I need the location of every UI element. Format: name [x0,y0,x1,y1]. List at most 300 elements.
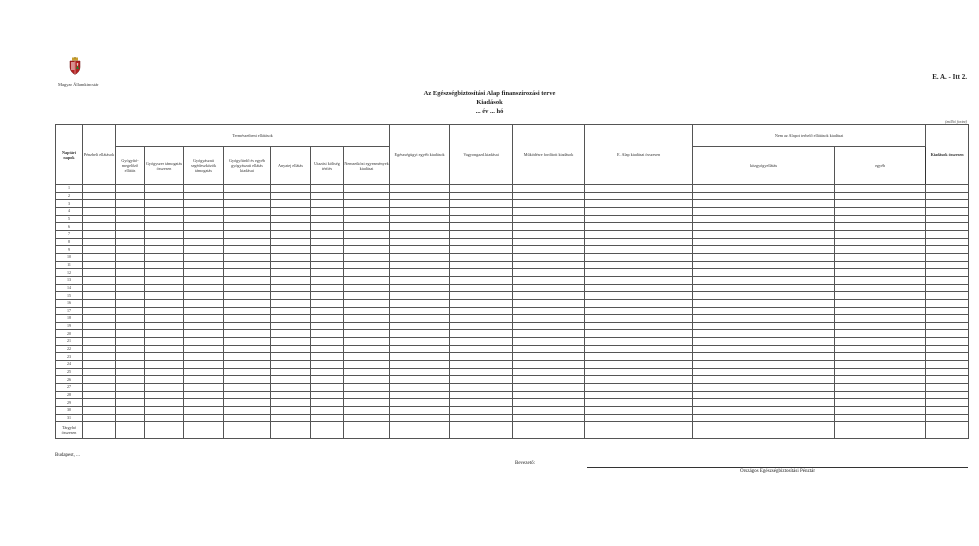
value-cell [390,284,450,292]
value-cell [271,322,311,330]
value-cell [83,284,116,292]
day-cell: 8 [56,238,83,246]
value-cell [145,368,184,376]
value-cell [83,269,116,277]
value-cell [926,253,969,261]
value-cell [83,407,116,415]
value-cell [926,422,969,439]
value-cell [116,376,145,384]
value-cell [224,384,271,392]
value-cell [585,414,693,422]
value-cell [450,353,513,361]
value-cell [184,200,224,208]
value-cell [83,215,116,223]
value-cell [693,376,835,384]
day-cell: 1 [56,185,83,193]
value-cell [926,361,969,369]
value-cell [224,338,271,346]
value-cell [83,261,116,269]
value-cell [145,307,184,315]
value-cell [450,315,513,323]
value-cell [224,192,271,200]
value-cell [344,414,390,422]
value-cell [145,276,184,284]
value-cell [224,299,271,307]
value-cell [271,215,311,223]
value-cell [450,361,513,369]
value-cell [513,384,585,392]
value-cell [344,322,390,330]
value-cell [271,338,311,346]
value-cell [693,345,835,353]
table-row [56,253,969,261]
value-cell [585,192,693,200]
value-cell [184,246,224,254]
value-cell [585,399,693,407]
value-cell [450,261,513,269]
value-cell [693,223,835,231]
value-cell [311,330,344,338]
value-cell [311,207,344,215]
value-cell [344,207,390,215]
value-cell [311,391,344,399]
table-row [56,269,969,277]
day-cell: 27 [56,384,83,392]
value-cell [184,345,224,353]
value-cell [585,338,693,346]
table-body [56,185,969,439]
value-cell [926,338,969,346]
value-cell [585,253,693,261]
value-cell [224,276,271,284]
value-cell [390,223,450,231]
value-cell [83,384,116,392]
value-cell [513,230,585,238]
document-subtitle: Kiadások [476,99,503,106]
value-cell [224,330,271,338]
value-cell [513,269,585,277]
value-cell [835,238,926,246]
day-cell: 31 [56,414,83,422]
value-cell [390,192,450,200]
day-cell: 3 [56,200,83,208]
value-cell [184,315,224,323]
value-cell [271,230,311,238]
value-cell [693,368,835,376]
value-cell [116,253,145,261]
value-cell [184,215,224,223]
value-cell [184,230,224,238]
value-cell [83,276,116,284]
table-row [56,299,969,307]
value-cell [83,422,116,439]
value-cell [271,246,311,254]
value-cell [184,276,224,284]
value-cell [835,322,926,330]
value-cell [224,315,271,323]
value-cell [184,338,224,346]
value-cell [835,338,926,346]
value-cell [693,292,835,300]
value-cell [224,292,271,300]
value-cell [344,330,390,338]
value-cell [224,185,271,193]
value-cell [513,345,585,353]
value-cell [311,353,344,361]
value-cell [145,422,184,439]
header-in-kind-sub: Gyógyító-megelőző ellátás [116,147,145,185]
value-cell [271,330,311,338]
day-cell: 5 [56,215,83,223]
value-cell [271,368,311,376]
value-cell [693,230,835,238]
value-cell [83,307,116,315]
value-cell [585,246,693,254]
value-cell [311,238,344,246]
value-cell [450,230,513,238]
table-row [56,246,969,254]
table-row [56,391,969,399]
value-cell [271,315,311,323]
value-cell [835,253,926,261]
header-grand-total: Kiadások összesen [926,125,969,185]
value-cell [311,261,344,269]
value-cell [693,269,835,277]
value-cell [116,345,145,353]
value-cell [271,200,311,208]
value-cell [311,414,344,422]
value-cell [585,185,693,193]
value-cell [926,276,969,284]
value-cell [116,315,145,323]
table-row [56,330,969,338]
value-cell [450,269,513,277]
value-cell [585,200,693,208]
header-non-fund-sub: egyéb [835,147,926,185]
value-cell [835,207,926,215]
value-cell [224,399,271,407]
value-cell [184,361,224,369]
value-cell [926,192,969,200]
value-cell [344,345,390,353]
value-cell [835,292,926,300]
value-cell [83,192,116,200]
value-cell [145,230,184,238]
value-cell [926,223,969,231]
table-row [56,292,969,300]
table-row [56,414,969,422]
value-cell [835,407,926,415]
value-cell [390,368,450,376]
value-cell [450,414,513,422]
signatory-name: Országos Egészségbiztosítási Pénztár [740,469,815,474]
value-cell [311,299,344,307]
value-cell [271,299,311,307]
value-cell [926,246,969,254]
value-cell [390,215,450,223]
table-row [56,185,969,193]
value-cell [513,368,585,376]
value-cell [926,368,969,376]
value-cell [513,399,585,407]
value-cell [224,353,271,361]
value-cell [271,223,311,231]
value-cell [390,376,450,384]
value-cell [271,261,311,269]
value-cell [184,414,224,422]
value-cell [271,207,311,215]
value-cell [835,276,926,284]
value-cell [83,200,116,208]
value-cell [585,353,693,361]
value-cell [835,246,926,254]
value-cell [390,391,450,399]
value-cell [83,338,116,346]
value-cell [585,315,693,323]
value-cell [390,276,450,284]
value-cell [116,185,145,193]
value-cell [116,307,145,315]
value-cell [116,330,145,338]
value-cell [83,246,116,254]
value-cell [184,253,224,261]
value-cell [926,345,969,353]
value-cell [271,284,311,292]
table-row [56,215,969,223]
day-cell: 23 [56,353,83,361]
value-cell [450,330,513,338]
value-cell [450,284,513,292]
value-cell [224,246,271,254]
table-row [56,353,969,361]
value-cell [585,207,693,215]
table-row [56,284,969,292]
value-cell [344,368,390,376]
value-cell [145,299,184,307]
value-cell [513,330,585,338]
value-cell [344,376,390,384]
day-cell: 30 [56,407,83,415]
value-cell [271,276,311,284]
value-cell [311,230,344,238]
value-cell [344,276,390,284]
value-cell [344,253,390,261]
table-row [56,307,969,315]
value-cell [344,338,390,346]
value-cell [83,391,116,399]
value-cell [513,414,585,422]
value-cell [450,192,513,200]
value-cell [311,292,344,300]
value-cell [311,253,344,261]
table-row [56,223,969,231]
value-cell [835,399,926,407]
value-cell [390,200,450,208]
value-cell [450,368,513,376]
value-cell [344,246,390,254]
value-cell [513,361,585,369]
value-cell [271,384,311,392]
value-cell [145,185,184,193]
value-cell [145,361,184,369]
value-cell [585,376,693,384]
value-cell [390,384,450,392]
value-cell [145,353,184,361]
value-cell [145,414,184,422]
value-cell [835,215,926,223]
value-cell [184,261,224,269]
header-in-kind-sub: Nemzetközi egyezmények kiadásai [344,147,390,185]
value-cell [693,384,835,392]
value-cell [513,223,585,231]
value-cell [184,368,224,376]
value-cell [513,276,585,284]
value-cell [145,238,184,246]
value-cell [926,399,969,407]
value-cell [585,345,693,353]
value-cell [83,207,116,215]
value-cell [585,276,693,284]
header-asset-expenses: Vagyongazd.kiadásai [450,125,513,185]
value-cell [184,185,224,193]
value-cell [390,414,450,422]
value-cell [271,391,311,399]
hungarian-coat-of-arms-icon [68,57,82,75]
value-cell [311,215,344,223]
value-cell [224,376,271,384]
value-cell [271,414,311,422]
value-cell [926,322,969,330]
value-cell [145,246,184,254]
day-cell: 19 [56,322,83,330]
value-cell [926,230,969,238]
value-cell [585,307,693,315]
finance-plan-table [55,124,969,439]
value-cell [585,284,693,292]
value-cell [693,353,835,361]
value-cell [271,376,311,384]
value-cell [116,200,145,208]
value-cell [311,200,344,208]
value-cell [450,185,513,193]
value-cell [835,192,926,200]
table-row [56,361,969,369]
value-cell [693,253,835,261]
value-cell [585,384,693,392]
value-cell [390,299,450,307]
value-cell [116,353,145,361]
value-cell [311,399,344,407]
value-cell [513,307,585,315]
value-cell [585,261,693,269]
document-period: ... év ... hó [475,108,504,115]
value-cell [693,399,835,407]
value-cell [450,200,513,208]
value-cell [693,238,835,246]
day-cell: 12 [56,269,83,277]
value-cell [450,299,513,307]
header-non-fund: Nem az Alapot terhelő ellátások kiadásai [693,125,926,147]
value-cell [145,284,184,292]
value-cell [390,307,450,315]
value-cell [693,200,835,208]
value-cell [271,307,311,315]
unit-note: (millió forint) [945,119,967,124]
value-cell [450,376,513,384]
value-cell [585,269,693,277]
value-cell [311,422,344,439]
value-cell [835,185,926,193]
value-cell [390,361,450,369]
value-cell [184,422,224,439]
value-cell [83,238,116,246]
value-cell [390,238,450,246]
value-cell [83,399,116,407]
value-cell [450,322,513,330]
day-cell: 21 [56,338,83,346]
value-cell [116,414,145,422]
value-cell [145,407,184,415]
value-cell [926,330,969,338]
value-cell [585,407,693,415]
value-cell [224,307,271,315]
value-cell [693,391,835,399]
value-cell [926,185,969,193]
value-cell [344,422,390,439]
day-cell: 11 [56,261,83,269]
value-cell [145,345,184,353]
header-in-kind-sub: Utazási költség térítés [311,147,344,185]
value-cell [926,200,969,208]
value-cell [116,215,145,223]
value-cell [585,368,693,376]
table-row [56,338,969,346]
header-in-kind-sub: Gyógyszer támogatás összesen [145,147,184,185]
value-cell [224,414,271,422]
value-cell [450,345,513,353]
value-cell [450,407,513,415]
value-cell [224,368,271,376]
value-cell [926,384,969,392]
header-in-kind-sub: Anyatej ellátás [271,147,311,185]
value-cell [513,376,585,384]
value-cell [513,299,585,307]
value-cell [513,391,585,399]
day-cell: 24 [56,361,83,369]
value-cell [271,292,311,300]
value-cell [835,345,926,353]
value-cell [145,330,184,338]
value-cell [693,299,835,307]
value-cell [116,246,145,254]
day-cell: 22 [56,345,83,353]
day-cell: 6 [56,223,83,231]
value-cell [224,238,271,246]
value-cell [390,407,450,415]
value-cell [224,269,271,277]
value-cell [271,361,311,369]
value-cell [145,338,184,346]
value-cell [926,269,969,277]
value-cell [585,322,693,330]
value-cell [224,253,271,261]
value-cell [184,238,224,246]
value-cell [311,384,344,392]
value-cell [926,315,969,323]
value-cell [116,384,145,392]
value-cell [344,384,390,392]
value-cell [145,192,184,200]
